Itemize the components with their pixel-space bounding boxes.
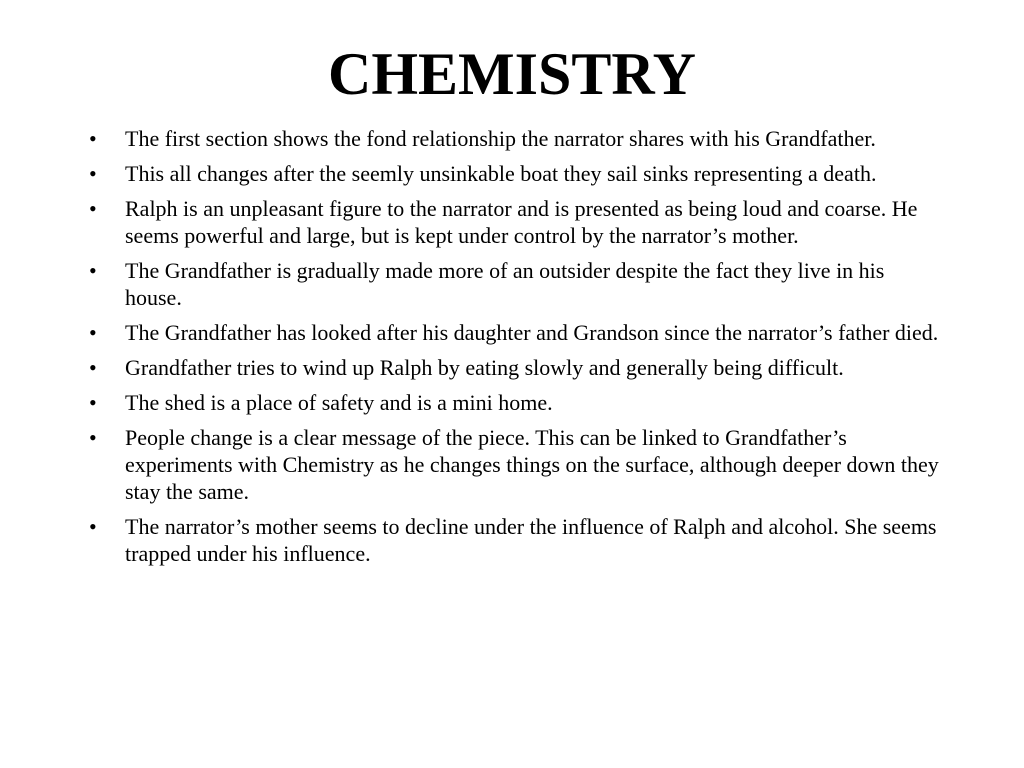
bullet-item — [89, 513, 945, 567]
bullet-point-icon: • — [89, 126, 97, 151]
bullet-text: The first section shows the fond relationship the narrator shares with his Grandfather. — [125, 126, 876, 151]
bullet-text: People change is a clear message of the piece. This can be linked to Grandfather’s experiments with Chemistry as he changes things on the surface, although deeper down they stay the same. — [125, 425, 939, 504]
bullet-point-icon: • — [89, 425, 97, 450]
slide-title: CHEMISTRY — [328, 41, 696, 107]
bullet-text: The shed is a place of safety and is a mini home. — [125, 390, 553, 415]
bullet-text: Ralph is an unpleasant figure to the narrator and is presented as being loud and coarse. He seems powerful and large, but is kept under control by the narrator’s mother. — [125, 196, 918, 248]
bullet-list — [89, 125, 945, 575]
bullet-point-icon: • — [89, 258, 97, 283]
bullet-point-icon: • — [89, 161, 97, 186]
bullet-text: This all changes after the seemly unsinkable boat they sail sinks representing a death. — [125, 161, 877, 186]
bullet-point-icon: • — [89, 196, 97, 221]
bullet-point-icon: • — [89, 320, 97, 345]
bullet-item — [89, 160, 945, 187]
bullet-text: The narrator’s mother seems to decline under the influence of Ralph and alcohol. She seems trapped under his influence. — [125, 514, 937, 566]
bullet-item — [89, 424, 945, 505]
bullet-item — [89, 257, 945, 311]
bullet-point-icon: • — [89, 355, 97, 380]
bullet-item — [89, 319, 945, 346]
bullet-item — [89, 389, 945, 416]
bullet-item — [89, 195, 945, 249]
bullet-text: Grandfather tries to wind up Ralph by eating slowly and generally being difficult. — [125, 355, 844, 380]
bullet-item — [89, 354, 945, 381]
bullet-text: The Grandfather is gradually made more of an outsider despite the fact they live in his house. — [125, 258, 885, 310]
bullet-text: The Grandfather has looked after his daughter and Grandson since the narrator’s father died. — [125, 320, 939, 345]
bullet-item — [89, 125, 945, 152]
bullet-point-icon: • — [89, 390, 97, 415]
bullet-point-icon: • — [89, 514, 97, 539]
